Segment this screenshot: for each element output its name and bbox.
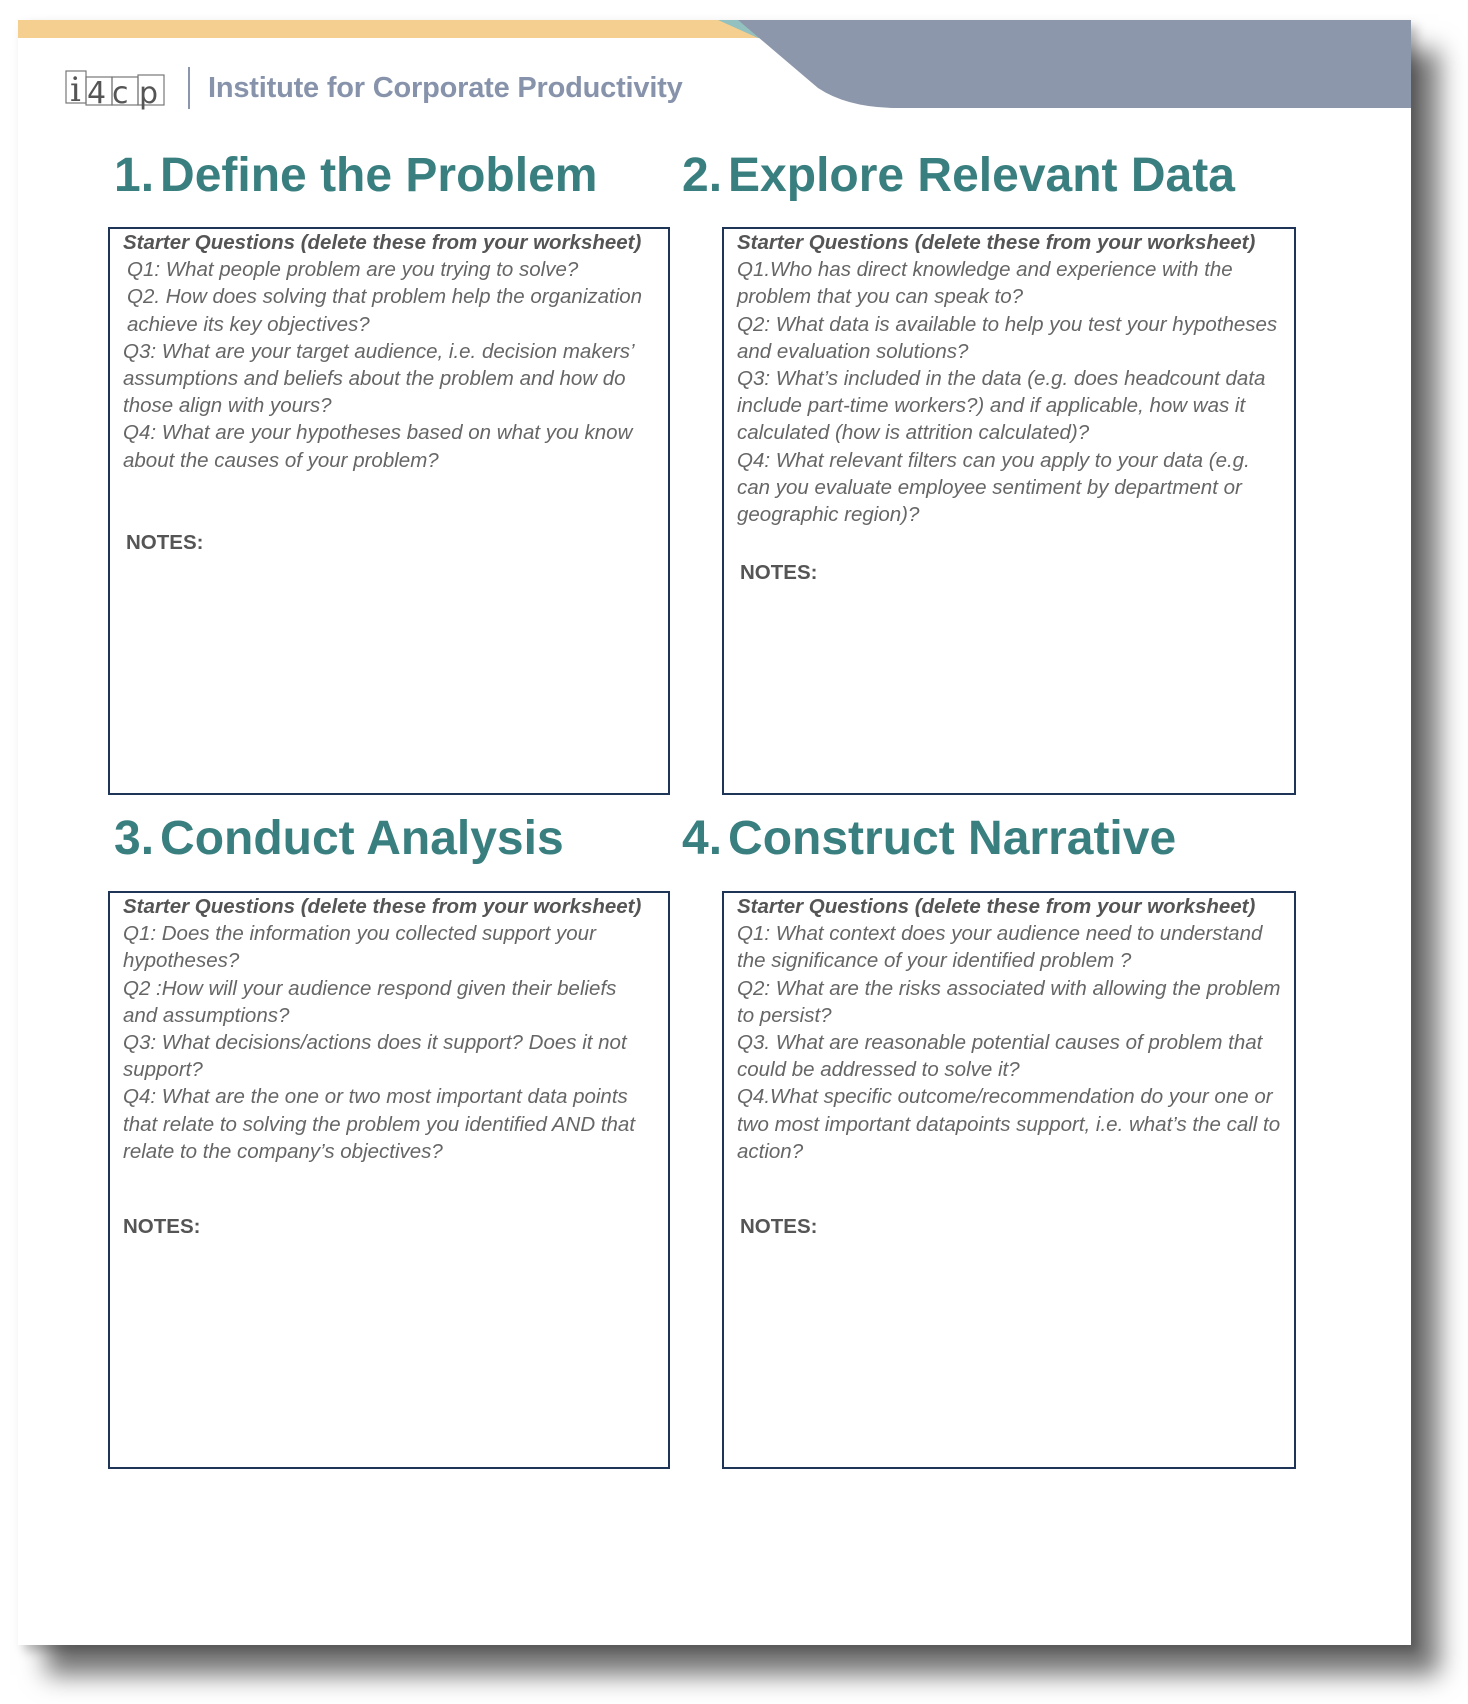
worksheet-box-4[interactable]: [722, 891, 1296, 1469]
box-content: [123, 893, 656, 1165]
section-conduct-analysis: [114, 811, 564, 867]
box-content: [123, 229, 656, 474]
box-content: [737, 893, 1282, 1165]
question-item: Q1: What context does your audience need to understand the significance of your identified problem ?: [737, 922, 1263, 973]
section-title-text: Construct Narrative: [728, 812, 1177, 865]
section-title: [682, 811, 1176, 867]
section-construct-narrative: [682, 811, 1176, 867]
notes-label: NOTES:: [123, 1215, 201, 1238]
slate-band: [738, 20, 1411, 108]
worksheet-page: [18, 20, 1411, 1645]
question-item: Q2: What are the risks associated with allowing the problem to persist?: [737, 976, 1281, 1027]
worksheet-box-3[interactable]: [108, 891, 670, 1469]
section-define-problem: [114, 148, 597, 204]
starter-label: Starter Questions (delete these from your worksheet): [123, 231, 642, 254]
svg-text:c: c: [112, 76, 129, 111]
question-item: Q3: What’s included in the data (e.g. does headcount data include part-time workers?) and if applicable, how was it calculated (how is attrition calculated)?: [737, 367, 1266, 445]
worksheet-box-1[interactable]: [108, 227, 670, 795]
section-number: 3.: [114, 812, 155, 865]
question-item: Q2. How does solving that problem help the organization achieve its key objectives?: [127, 285, 643, 336]
i4cp-logo-icon: [64, 63, 168, 113]
question-item: Q4: What are your hypotheses based on what you know about the causes of your problem?: [123, 421, 633, 472]
question-item: Q3: What decisions/actions does it support? Does it not support?: [123, 1031, 627, 1082]
svg-text:p: p: [139, 76, 159, 111]
question-item: Q3. What are reasonable potential causes of problem that could be addressed to solve it?: [737, 1031, 1263, 1082]
section-title-text: Explore Relevant Data: [728, 149, 1235, 202]
section-explore-data: [682, 148, 1235, 204]
section-number: 4.: [682, 812, 723, 865]
gold-band: [18, 20, 778, 38]
svg-text:4: 4: [87, 76, 107, 111]
question-item: Q1: What people problem are you trying to solve?: [127, 258, 579, 282]
section-title: [114, 811, 564, 867]
section-title-text: Conduct Analysis: [160, 812, 564, 865]
notes-label: NOTES:: [126, 531, 204, 554]
question-item: Q1: Does the information you collected support your hypotheses?: [123, 922, 596, 973]
question-item: Q2 :How will your audience respond given their beliefs and assumptions?: [123, 976, 617, 1027]
notes-label: NOTES:: [740, 561, 818, 584]
svg-text:i: i: [70, 70, 81, 110]
section-number: 2.: [682, 149, 723, 202]
notes-label: NOTES:: [740, 1215, 818, 1238]
section-title-text: Define the Problem: [160, 149, 598, 202]
section-number: 1.: [114, 149, 155, 202]
org-name: Institute for Corporate Productivity: [208, 71, 683, 104]
section-title: [114, 148, 597, 204]
section-title: [682, 148, 1235, 204]
worksheet-box-2[interactable]: [722, 227, 1296, 795]
starter-label: Starter Questions (delete these from your worksheet): [123, 895, 642, 918]
question-item: Q4.What specific outcome/recommendation do your one or two most important datapoints support, i.e. what’s the call to action?: [737, 1085, 1281, 1163]
question-item: Q2: What data is available to help you test your hypotheses and evaluation solutions?: [737, 312, 1278, 363]
question-item: Q3: What are your target audience, i.e. decision makers’ assumptions and beliefs about the problem and how do those align with yours?: [123, 339, 634, 418]
starter-label: Starter Questions (delete these from your worksheet): [737, 231, 1256, 254]
question-item: Q4: What relevant filters can you apply to your data (e.g. can you evaluate employee sentiment by department or geographic region)?: [737, 448, 1250, 527]
question-item: Q1.Who has direct knowledge and experience with the problem that you can speak to?: [737, 258, 1233, 309]
question-item: Q4: What are the one or two most important data points that relate to solving the problem you identified AND that relate to the company’s objectives?: [123, 1085, 636, 1163]
box-content: [737, 229, 1282, 528]
starter-label: Starter Questions (delete these from your worksheet): [737, 895, 1256, 918]
header-logo: [64, 58, 683, 118]
logo-divider: [188, 67, 190, 109]
